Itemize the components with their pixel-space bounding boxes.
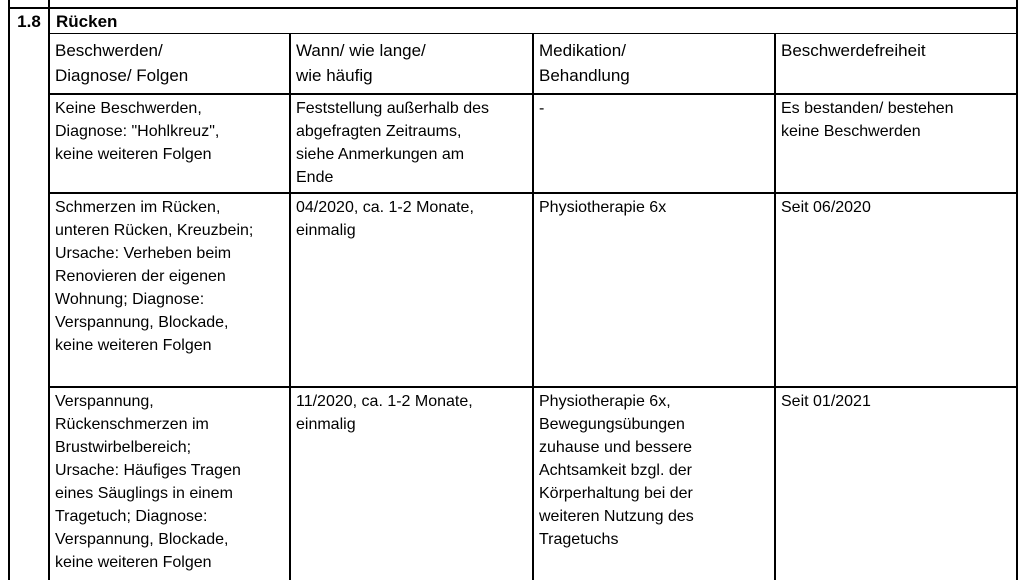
row3-medication: Physiotherapie 6x, Bewegungsübungen zuhause und bessere Achtsamkeit bzgl. der Körperhaltung bei der weiteren Nutzung des Tragetuchs — [539, 393, 694, 548]
section-title: Rücken — [56, 12, 118, 31]
row3-complaints: Verspannung, Rückenschmerzen im Brustwirbelbereich; Ursache: Häufiges Tragen eines Säuglings in einem Tragetuch; Diagnose: Verspannung, Blockade, keine weiteren Folgen — [55, 393, 241, 571]
top-border — [8, 7, 1018, 9]
number-column-divider — [48, 0, 50, 580]
row2-when: 04/2020, ca. 1-2 Monate, einmalig — [296, 199, 474, 239]
left-outer-border — [8, 0, 10, 580]
row1-symptom-free: Es bestanden/ bestehen keine Beschwerden — [781, 100, 954, 140]
row2-complaints: Schmerzen im Rücken, unteren Rücken, Kreuzbein; Ursache: Verheben beim Renovieren der eigenen Wohnung; Diagnose: Verspannung, Blockade, keine weiteren Folgen — [55, 199, 254, 354]
header-complaints: Beschwerden/ Diagnose/ Folgen — [55, 41, 189, 85]
row2-medication: Physiotherapie 6x — [539, 199, 667, 216]
right-border — [1016, 0, 1018, 580]
col-divider-1 — [289, 34, 291, 580]
row1-when: Feststellung außerhalb des abgefragten Zeitraums, siehe Anmerkungen am Ende — [296, 100, 489, 186]
row2-symptom-free: Seit 06/2020 — [781, 199, 871, 216]
header-medication: Medikation/ Behandlung — [539, 41, 630, 85]
row1-complaints: Keine Beschwerden, Diagnose: "Hohlkreuz", keine weiteren Folgen — [55, 100, 220, 163]
col-divider-3 — [774, 34, 776, 580]
col-divider-2 — [532, 34, 534, 580]
section-number: 1.8 — [17, 12, 41, 31]
row3-when: 11/2020, ca. 1-2 Monate, einmalig — [296, 393, 473, 433]
header-when: Wann/ wie lange/ wie häufig — [296, 41, 426, 85]
row1-medication: - — [539, 100, 545, 117]
row3-symptom-free: Seit 01/2021 — [781, 393, 871, 410]
header-symptom-free: Beschwerdefreiheit — [781, 41, 926, 60]
